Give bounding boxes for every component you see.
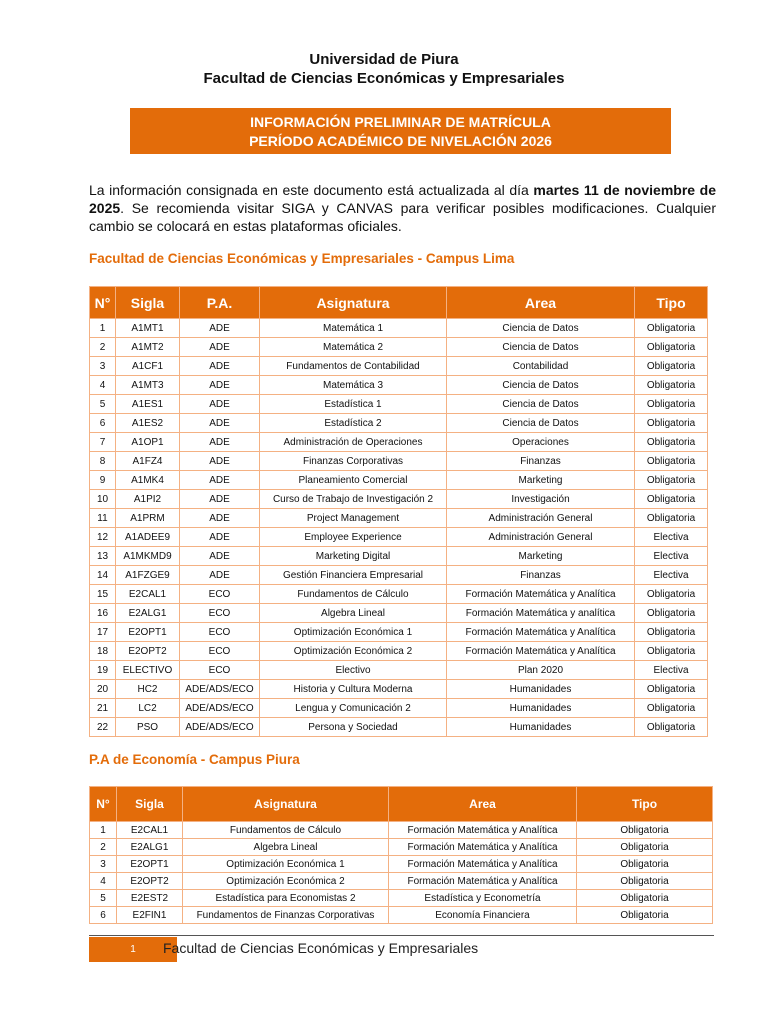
cell-tipo: Obligatoria xyxy=(577,890,713,907)
cell-sigla: A1MT1 xyxy=(116,319,180,338)
table-row xyxy=(90,873,713,890)
cell-asignatura: Fundamentos de Contabilidad xyxy=(260,357,447,376)
cell-sigla: A1ES1 xyxy=(116,395,180,414)
cell-tipo: Obligatoria xyxy=(635,319,708,338)
cell-number: 22 xyxy=(90,718,116,737)
cell-number: 16 xyxy=(90,604,116,623)
intro-paragraph xyxy=(89,181,716,235)
cell-area: Humanidades xyxy=(447,680,635,699)
cell-pa: ADE xyxy=(180,357,260,376)
banner-line-2: PERÍODO ACADÉMICO DE NIVELACIÓN 2026 xyxy=(249,133,552,149)
table-row xyxy=(90,509,708,528)
cell-area: Formación Matemática y Analítica xyxy=(447,642,635,661)
section-title-lima: Facultad de Ciencias Económicas y Empresariales - Campus Lima xyxy=(89,251,515,266)
table-row xyxy=(90,718,708,737)
cell-number: 6 xyxy=(90,907,117,924)
cell-area: Estadística y Econometría xyxy=(389,890,577,907)
cell-number: 15 xyxy=(90,585,116,604)
cell-sigla: A1OP1 xyxy=(116,433,180,452)
cell-sigla: A1MT3 xyxy=(116,376,180,395)
table-row xyxy=(90,642,708,661)
cell-asignatura: Matemática 3 xyxy=(260,376,447,395)
cell-tipo: Electiva xyxy=(635,661,708,680)
cell-number: 14 xyxy=(90,566,116,585)
table-row xyxy=(90,699,708,718)
cell-asignatura: Matemática 2 xyxy=(260,338,447,357)
cell-tipo: Obligatoria xyxy=(635,376,708,395)
table-row xyxy=(90,623,708,642)
table-row xyxy=(90,395,708,414)
cell-pa: ADE xyxy=(180,490,260,509)
table-row xyxy=(90,856,713,873)
header-sigla: Sigla xyxy=(116,287,180,319)
cell-area: Ciencia de Datos xyxy=(447,338,635,357)
cell-tipo: Electiva xyxy=(635,528,708,547)
cell-tipo: Obligatoria xyxy=(635,452,708,471)
cell-sigla: A1PRM xyxy=(116,509,180,528)
cell-area: Formación Matemática y Analítica xyxy=(447,623,635,642)
cell-pa: ADE xyxy=(180,376,260,395)
cell-asignatura: Historia y Cultura Moderna xyxy=(260,680,447,699)
update-date: martes 11 de noviembre de 2025 xyxy=(89,182,716,216)
cell-area: Finanzas xyxy=(447,566,635,585)
table-row xyxy=(90,414,708,433)
cell-pa: ECO xyxy=(180,604,260,623)
cell-pa: ADE xyxy=(180,547,260,566)
header-area: Area xyxy=(447,287,635,319)
cell-number: 3 xyxy=(90,357,116,376)
cell-sigla: E2CAL1 xyxy=(117,822,183,839)
cell-area: Ciencia de Datos xyxy=(447,414,635,433)
cell-number: 5 xyxy=(90,395,116,414)
cell-area: Ciencia de Datos xyxy=(447,319,635,338)
table-header-row xyxy=(90,787,713,822)
cell-asignatura: Estadística para Economistas 2 xyxy=(183,890,389,907)
cell-area: Ciencia de Datos xyxy=(447,376,635,395)
cell-tipo: Obligatoria xyxy=(577,822,713,839)
courses-table-lima xyxy=(89,286,708,737)
university-name: Universidad de Piura xyxy=(309,51,459,68)
cell-asignatura: Curso de Trabajo de Investigación 2 xyxy=(260,490,447,509)
cell-asignatura: Estadística 2 xyxy=(260,414,447,433)
table-row xyxy=(90,661,708,680)
cell-pa: ADE xyxy=(180,566,260,585)
cell-number: 3 xyxy=(90,856,117,873)
cell-area: Formación Matemática y Analítica xyxy=(389,822,577,839)
cell-asignatura: Optimización Económica 1 xyxy=(260,623,447,642)
cell-number: 2 xyxy=(90,338,116,357)
cell-number: 20 xyxy=(90,680,116,699)
header-asignatura: Asignatura xyxy=(260,287,447,319)
cell-sigla: A1MKMD9 xyxy=(116,547,180,566)
cell-number: 8 xyxy=(90,452,116,471)
cell-number: 2 xyxy=(90,839,117,856)
cell-area: Finanzas xyxy=(447,452,635,471)
cell-sigla: A1ES2 xyxy=(116,414,180,433)
cell-asignatura: Optimización Económica 1 xyxy=(183,856,389,873)
cell-area: Humanidades xyxy=(447,699,635,718)
cell-sigla: E2OPT2 xyxy=(116,642,180,661)
cell-asignatura: Optimización Económica 2 xyxy=(183,873,389,890)
banner-line-1: INFORMACIÓN PRELIMINAR DE MATRÍCULA xyxy=(250,114,551,130)
cell-tipo: Obligatoria xyxy=(577,907,713,924)
cell-tipo: Obligatoria xyxy=(635,642,708,661)
cell-area: Humanidades xyxy=(447,718,635,737)
cell-number: 6 xyxy=(90,414,116,433)
cell-sigla: LC2 xyxy=(116,699,180,718)
cell-pa: ADE xyxy=(180,319,260,338)
cell-area: Contabilidad xyxy=(447,357,635,376)
table-row xyxy=(90,839,713,856)
header-area: Area xyxy=(389,787,577,822)
cell-pa: ECO xyxy=(180,585,260,604)
cell-tipo: Obligatoria xyxy=(635,604,708,623)
cell-pa: ECO xyxy=(180,661,260,680)
cell-area: Formación Matemática y analítica xyxy=(447,604,635,623)
header-number: N° xyxy=(90,787,117,822)
cell-asignatura: Gestión Financiera Empresarial xyxy=(260,566,447,585)
cell-area: Formación Matemática y Analítica xyxy=(389,873,577,890)
cell-tipo: Obligatoria xyxy=(635,490,708,509)
cell-asignatura: Estadística 1 xyxy=(260,395,447,414)
cell-area: Marketing xyxy=(447,547,635,566)
cell-sigla: A1MT2 xyxy=(116,338,180,357)
table-body xyxy=(90,822,713,924)
courses-table-piura xyxy=(89,786,713,924)
cell-tipo: Obligatoria xyxy=(635,471,708,490)
cell-asignatura: Fundamentos de Cálculo xyxy=(183,822,389,839)
cell-number: 4 xyxy=(90,873,117,890)
cell-sigla: E2CAL1 xyxy=(116,585,180,604)
cell-sigla: E2EST2 xyxy=(117,890,183,907)
cell-sigla: A1FZGE9 xyxy=(116,566,180,585)
table-row xyxy=(90,585,708,604)
cell-tipo: Obligatoria xyxy=(635,357,708,376)
cell-number: 4 xyxy=(90,376,116,395)
document-header xyxy=(0,50,768,88)
cell-sigla: E2ALG1 xyxy=(116,604,180,623)
cell-asignatura: Employee Experience xyxy=(260,528,447,547)
cell-tipo: Obligatoria xyxy=(635,623,708,642)
header-tipo: Tipo xyxy=(577,787,713,822)
cell-area: Investigación xyxy=(447,490,635,509)
cell-tipo: Obligatoria xyxy=(635,395,708,414)
cell-sigla: A1ADEE9 xyxy=(116,528,180,547)
cell-area: Marketing xyxy=(447,471,635,490)
table-body xyxy=(90,319,708,737)
section-title-piura: P.A de Economía - Campus Piura xyxy=(89,752,300,767)
header-asignatura: Asignatura xyxy=(183,787,389,822)
cell-asignatura: Lengua y Comunicación 2 xyxy=(260,699,447,718)
cell-area: Formación Matemática y Analítica xyxy=(389,856,577,873)
cell-area: Formación Matemática y Analítica xyxy=(447,585,635,604)
table-row xyxy=(90,338,708,357)
cell-pa: ADE/ADS/ECO xyxy=(180,718,260,737)
cell-pa: ADE xyxy=(180,509,260,528)
cell-number: 9 xyxy=(90,471,116,490)
cell-asignatura: Algebra Lineal xyxy=(183,839,389,856)
table-row xyxy=(90,604,708,623)
cell-sigla: A1FZ4 xyxy=(116,452,180,471)
cell-pa: ADE xyxy=(180,471,260,490)
cell-area: Economía Financiera xyxy=(389,907,577,924)
cell-pa: ADE xyxy=(180,338,260,357)
cell-pa: ADE xyxy=(180,452,260,471)
table-header-row xyxy=(90,287,708,319)
cell-number: 13 xyxy=(90,547,116,566)
cell-tipo: Obligatoria xyxy=(635,338,708,357)
cell-asignatura: Fundamentos de Finanzas Corporativas xyxy=(183,907,389,924)
cell-number: 12 xyxy=(90,528,116,547)
cell-pa: ADE xyxy=(180,528,260,547)
cell-tipo: Obligatoria xyxy=(577,873,713,890)
header-sigla: Sigla xyxy=(117,787,183,822)
cell-asignatura: Planeamiento Comercial xyxy=(260,471,447,490)
cell-sigla: A1CF1 xyxy=(116,357,180,376)
cell-number: 10 xyxy=(90,490,116,509)
table-row xyxy=(90,376,708,395)
cell-asignatura: Administración de Operaciones xyxy=(260,433,447,452)
cell-pa: ADE xyxy=(180,414,260,433)
table-row xyxy=(90,822,713,839)
cell-tipo: Obligatoria xyxy=(635,718,708,737)
cell-tipo: Electiva xyxy=(635,566,708,585)
cell-pa: ADE xyxy=(180,395,260,414)
cell-tipo: Obligatoria xyxy=(577,839,713,856)
table-row xyxy=(90,357,708,376)
faculty-name: Facultad de Ciencias Económicas y Empresariales xyxy=(203,70,565,87)
cell-number: 19 xyxy=(90,661,116,680)
table-row xyxy=(90,319,708,338)
cell-tipo: Obligatoria xyxy=(635,509,708,528)
cell-tipo: Obligatoria xyxy=(635,699,708,718)
table-row xyxy=(90,890,713,907)
cell-pa: ADE/ADS/ECO xyxy=(180,680,260,699)
cell-asignatura: Fundamentos de Cálculo xyxy=(260,585,447,604)
cell-tipo: Electiva xyxy=(635,547,708,566)
table-row xyxy=(90,907,713,924)
cell-asignatura: Finanzas Corporativas xyxy=(260,452,447,471)
cell-sigla: E2OPT1 xyxy=(117,856,183,873)
cell-sigla: A1PI2 xyxy=(116,490,180,509)
cell-area: Formación Matemática y Analítica xyxy=(389,839,577,856)
cell-asignatura: Project Management xyxy=(260,509,447,528)
cell-tipo: Obligatoria xyxy=(577,856,713,873)
cell-sigla: A1MK4 xyxy=(116,471,180,490)
cell-sigla: E2OPT2 xyxy=(117,873,183,890)
table-row xyxy=(90,566,708,585)
footer-divider xyxy=(89,935,714,936)
cell-pa: ADE xyxy=(180,433,260,452)
intro-text-2: . Se recomienda visitar SIGA y CANVAS para verificar posibles modificaciones. Cualquier cambio se colocará en estas plataformas oficiales. xyxy=(89,200,716,234)
cell-sigla: PSO xyxy=(116,718,180,737)
cell-area: Plan 2020 xyxy=(447,661,635,680)
cell-asignatura: Marketing Digital xyxy=(260,547,447,566)
cell-sigla: E2ALG1 xyxy=(117,839,183,856)
cell-number: 7 xyxy=(90,433,116,452)
cell-number: 1 xyxy=(90,319,116,338)
table-row xyxy=(90,471,708,490)
footer-text: Facultad de Ciencias Económicas y Empresariales xyxy=(163,940,479,956)
cell-number: 1 xyxy=(90,822,117,839)
cell-asignatura: Persona y Sociedad xyxy=(260,718,447,737)
header-tipo: Tipo xyxy=(635,287,708,319)
cell-asignatura: Electivo xyxy=(260,661,447,680)
cell-tipo: Obligatoria xyxy=(635,680,708,699)
cell-number: 17 xyxy=(90,623,116,642)
header-pa: P.A. xyxy=(180,287,260,319)
cell-tipo: Obligatoria xyxy=(635,585,708,604)
cell-sigla: ELECTIVO xyxy=(116,661,180,680)
intro-text-1: La información consignada en este documento está actualizada al día xyxy=(89,182,534,198)
cell-area: Administración General xyxy=(447,509,635,528)
cell-pa: ADE/ADS/ECO xyxy=(180,699,260,718)
cell-number: 5 xyxy=(90,890,117,907)
table-row xyxy=(90,490,708,509)
cell-number: 18 xyxy=(90,642,116,661)
cell-asignatura: Algebra Lineal xyxy=(260,604,447,623)
cell-pa: ECO xyxy=(180,623,260,642)
cell-area: Operaciones xyxy=(447,433,635,452)
cell-sigla: E2OPT1 xyxy=(116,623,180,642)
title-banner xyxy=(130,108,671,154)
cell-tipo: Obligatoria xyxy=(635,414,708,433)
cell-area: Administración General xyxy=(447,528,635,547)
cell-area: Ciencia de Datos xyxy=(447,395,635,414)
table-row xyxy=(90,528,708,547)
cell-number: 11 xyxy=(90,509,116,528)
table-row xyxy=(90,547,708,566)
table-row xyxy=(90,680,708,699)
cell-sigla: E2FIN1 xyxy=(117,907,183,924)
header-number: N° xyxy=(90,287,116,319)
table-row xyxy=(90,433,708,452)
cell-asignatura: Matemática 1 xyxy=(260,319,447,338)
cell-tipo: Obligatoria xyxy=(635,433,708,452)
cell-asignatura: Optimización Económica 2 xyxy=(260,642,447,661)
cell-number: 21 xyxy=(90,699,116,718)
cell-pa: ECO xyxy=(180,642,260,661)
cell-sigla: HC2 xyxy=(116,680,180,699)
table-row xyxy=(90,452,708,471)
page-number-badge: 1 xyxy=(89,937,177,962)
